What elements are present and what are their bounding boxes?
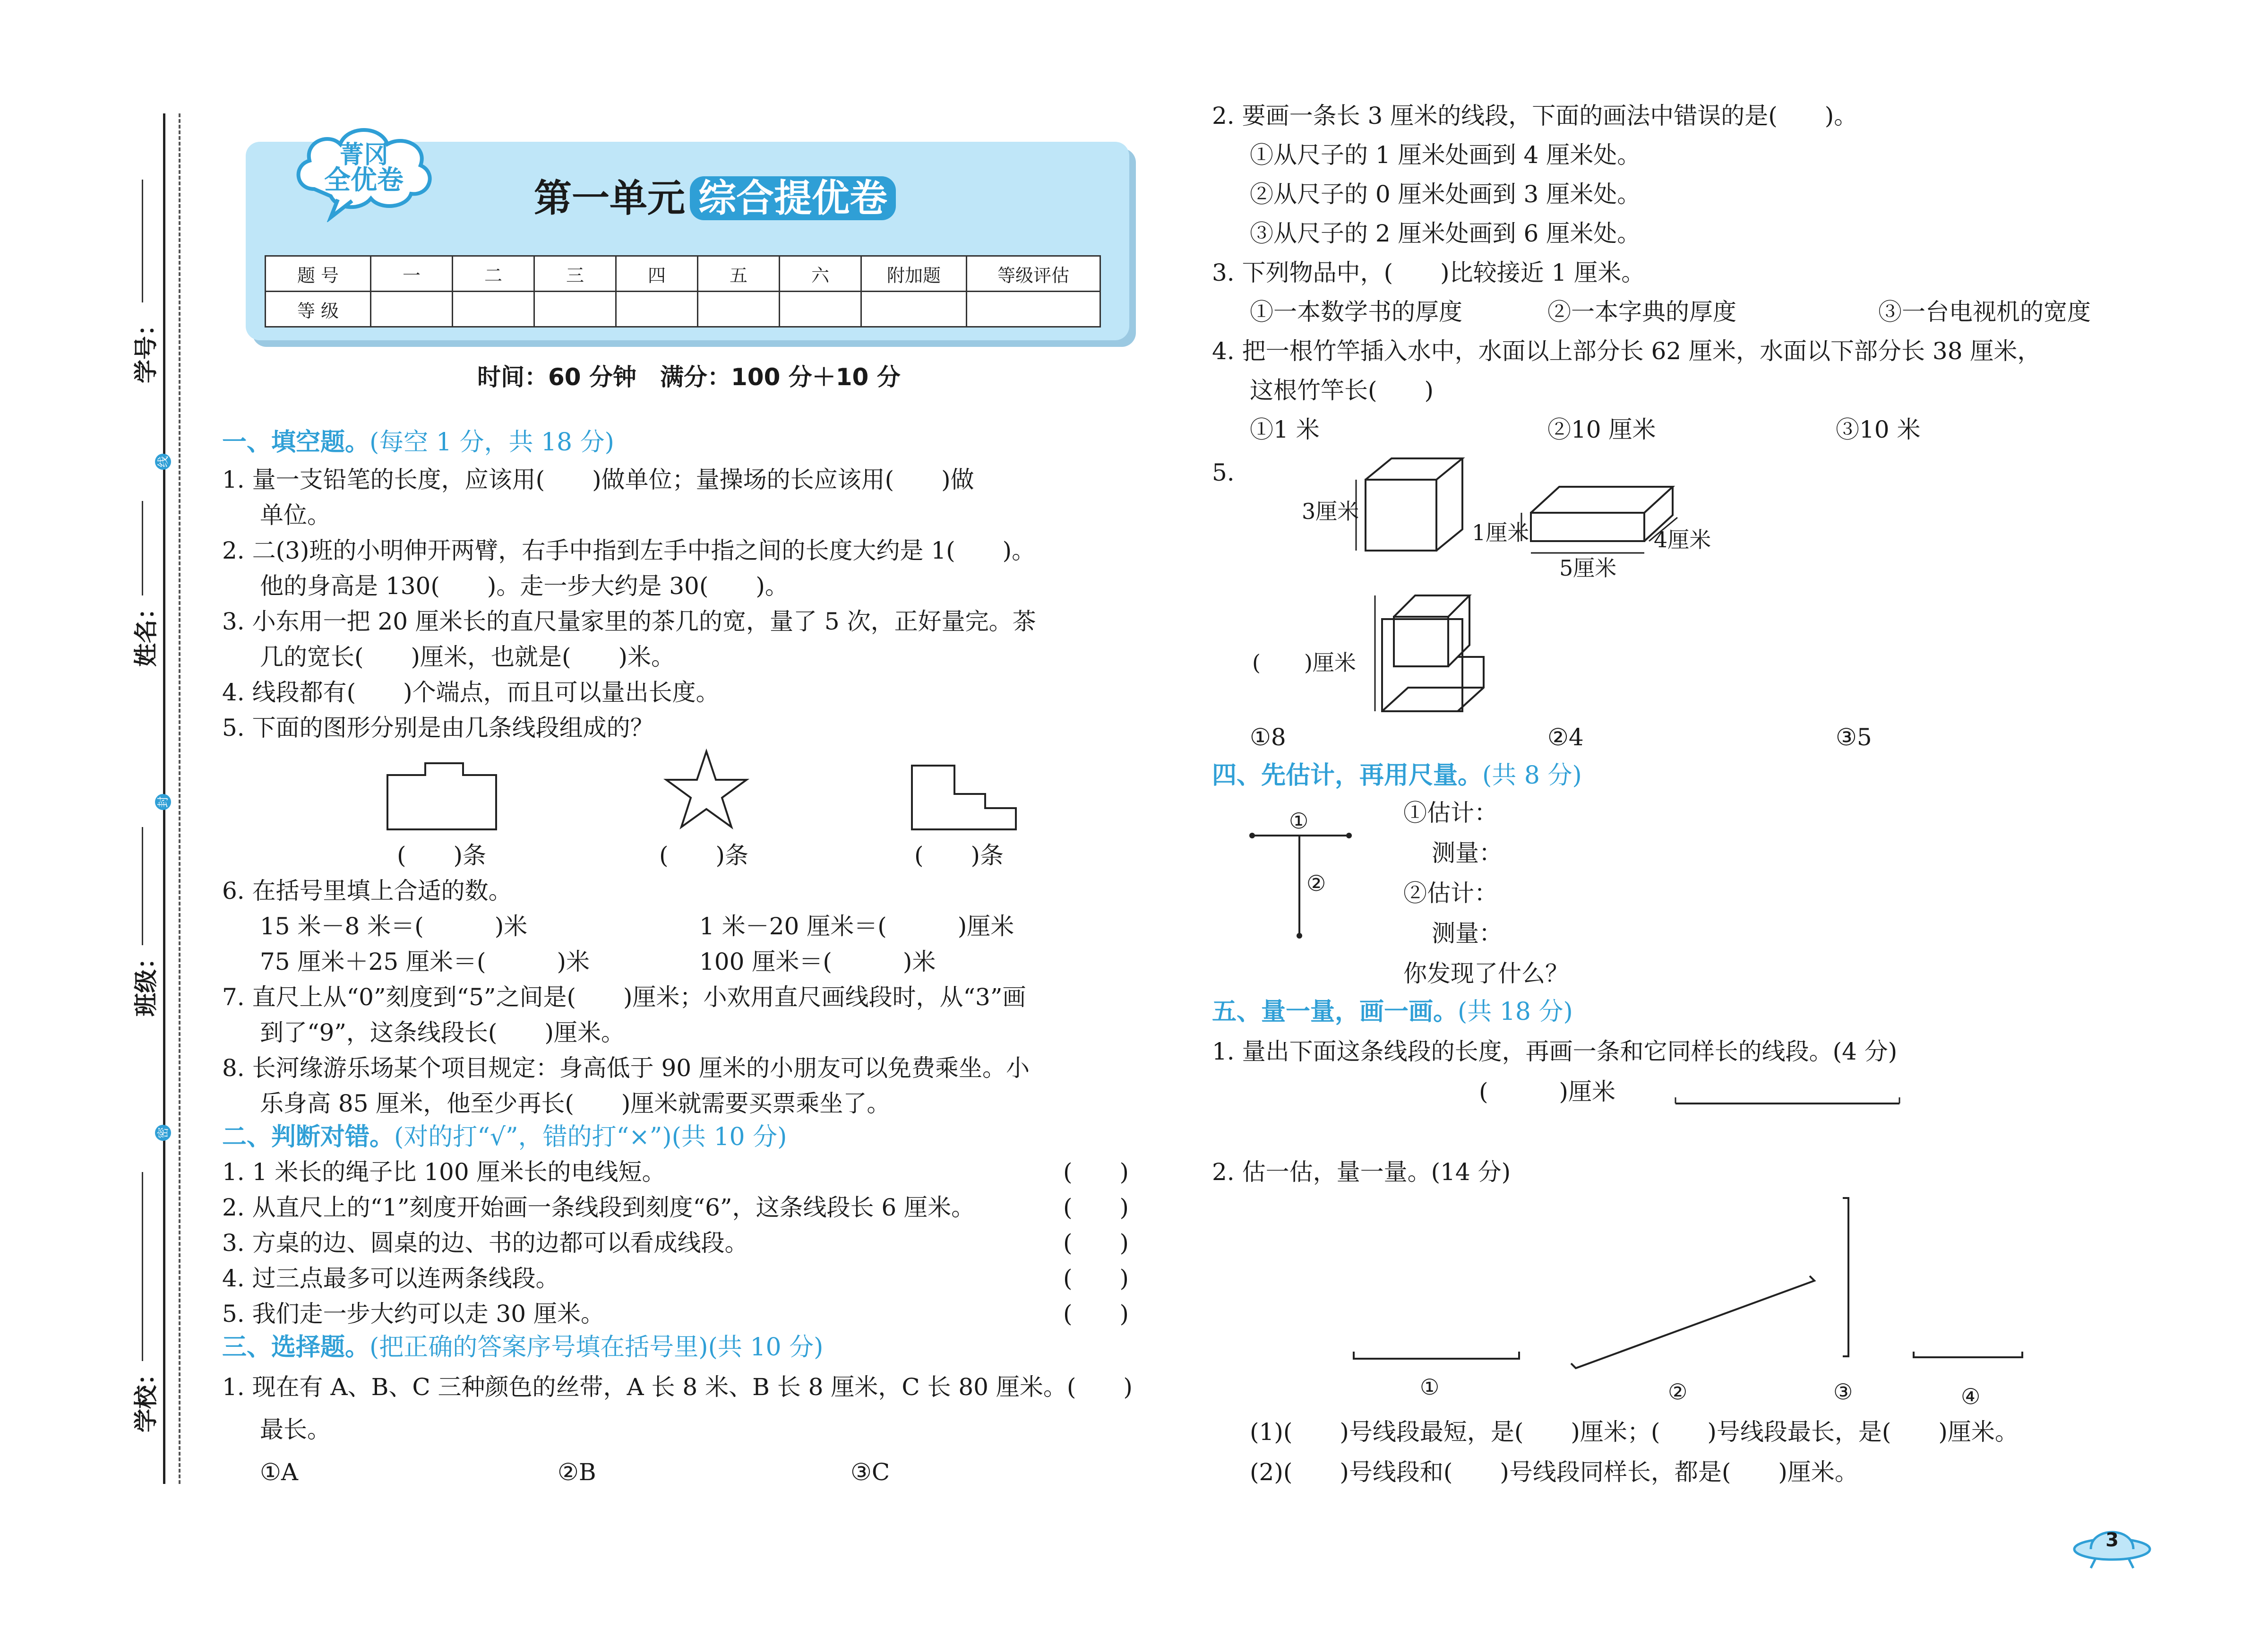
margin-seal-2: 封 <box>155 794 171 810</box>
combined-height-label: ( )厘米 <box>1252 650 1356 675</box>
choice-1-line2: 最长。 <box>260 1416 331 1443</box>
judge-4: 4. 过三点最多可以连两条线段。 <box>222 1265 559 1292</box>
choice-4-b: ②10 厘米 <box>1547 416 1656 443</box>
margin-class-label: 班级： <box>132 946 160 1017</box>
title-main: 第一单元 <box>534 176 685 220</box>
q7-line2: 到了“9”，这条线段长( )厘米。 <box>260 1019 625 1046</box>
grade-col-label: 题 号 <box>266 256 371 292</box>
choice-3-b: ②一本字典的厚度 <box>1547 298 1736 326</box>
margin-school-line <box>142 1172 143 1361</box>
choice-5-figures <box>1276 454 1748 718</box>
choice-4-line1: 4. 把一根竹竿插入水中，水面以上部分长 62 厘米，水面以下部分长 38 厘米， <box>1212 337 2041 365</box>
q6-b: 1 米－20 厘米＝( )厘米 <box>699 913 1014 940</box>
grade-table-input-row <box>266 292 1100 327</box>
grade-cell[interactable] <box>453 292 534 327</box>
cloud-logo-icon <box>286 118 442 222</box>
q1-line2: 单位。 <box>260 501 331 529</box>
q7-line1: 7. 直尺上从“0”刻度到“5”之间是( )厘米；小欢用直尺画线段时，从“3”画 <box>222 983 1026 1011</box>
measure-q2-sub1: (1)( )号线段最短，是( )厘米；( )号线段最长，是( )厘米。 <box>1250 1418 2019 1446</box>
grade-cell[interactable] <box>698 292 780 327</box>
logo-line2: 全优卷 <box>324 165 404 196</box>
q8-line1: 8. 长河缘游乐场某个项目规定：身高低于 90 厘米的小朋友可以免费乘坐。小 <box>222 1054 1030 1082</box>
q8-line2: 乐身高 85 厘米，他至少再长( )厘米就需要买票乘坐了。 <box>260 1090 891 1117</box>
segment-2-label: ② <box>1306 871 1326 896</box>
cube-figure <box>1356 458 1462 551</box>
section-4-label: 四、先估计，再用尺量。 <box>1212 761 1483 790</box>
section-2-title <box>222 1122 787 1152</box>
measure-q2-segments <box>1342 1191 2051 1389</box>
q2-line2: 他的身高是 130( )。走一步大约是 30( )。 <box>260 572 789 600</box>
box-height-label: 1厘米 <box>1472 520 1529 545</box>
grade-cell[interactable] <box>780 292 861 327</box>
grade-col-5: 五 <box>698 256 780 292</box>
choice-2-c: ③从尺子的 2 厘米处画到 6 厘米处。 <box>1250 220 1641 247</box>
section-4-note: (共 8 分) <box>1482 761 1582 790</box>
page-title <box>534 175 896 222</box>
q6-c: 75 厘米＋25 厘米＝( )米 <box>260 948 590 975</box>
choice-3: 3. 下列物品中，( )比较接近 1 厘米。 <box>1212 259 1645 286</box>
box-length-label: 5厘米 <box>1559 555 1617 581</box>
grade-table <box>265 255 1101 328</box>
page-number-badge-icon <box>2070 1517 2155 1569</box>
measure-q2-sub2: (2)( )号线段和( )号线段同样长，都是( )厘米。 <box>1250 1458 1858 1486</box>
measure-2: 测量： <box>1432 920 1503 947</box>
logo-line1: 菁冈 <box>339 141 389 169</box>
grade-col-6: 六 <box>780 256 861 292</box>
q6: 6. 在括号里填上合适的数。 <box>222 877 512 905</box>
choice-3-c: ③一台电视机的宽度 <box>1878 298 2091 326</box>
measure-q2: 2. 估一估，量一量。(14 分) <box>1212 1158 1511 1186</box>
grade-col-1: 一 <box>371 256 453 292</box>
segment-label-3: ③ <box>1833 1379 1853 1405</box>
margin-dashed-line <box>179 113 180 1484</box>
grade-table-header-row <box>266 256 1100 292</box>
section-5-note: (共 18 分) <box>1458 998 1573 1026</box>
combined-figure-detail <box>1375 595 1469 711</box>
choice-3-a: ①一本数学书的厚度 <box>1250 298 1462 326</box>
segment-label-1: ① <box>1420 1374 1440 1400</box>
q5-answer-b: ( )条 <box>659 842 749 869</box>
segment-4 <box>1914 1352 2022 1357</box>
choice-1-b: ②B <box>558 1458 596 1486</box>
segment-1 <box>1354 1352 1519 1359</box>
title-highlight: 综合提优卷 <box>690 176 896 220</box>
choice-1-c: ③C <box>850 1458 890 1486</box>
page-number: 3 <box>2105 1529 2119 1551</box>
box-width-label: 4厘米 <box>1654 527 1711 552</box>
section-3-title <box>222 1333 823 1362</box>
judge-1-paren[interactable]: ( ) <box>1063 1158 1129 1186</box>
judge-5: 5. 我们走一步大约可以走 30 厘米。 <box>222 1300 605 1328</box>
margin-number-line <box>142 180 143 302</box>
choice-2-a: ①从尺子的 1 厘米处画到 4 厘米处。 <box>1250 141 1641 169</box>
choice-1-line1: 1. 现在有 A、B、C 三种颜色的丝带，A 长 8 米、B 长 8 厘米，C 长 80 厘米。( ) <box>222 1373 1133 1401</box>
grade-col-4: 四 <box>616 256 698 292</box>
measure-q1: 1. 量出下面这条线段的长度，再画一条和它同样长的线段。(4 分) <box>1212 1038 1898 1065</box>
margin-name-line <box>142 501 143 595</box>
choice-5-a: ①8 <box>1250 724 1286 751</box>
grade-col-eval: 等级评估 <box>967 256 1100 292</box>
section-4-segments <box>1247 822 1361 945</box>
grade-col-2: 二 <box>453 256 534 292</box>
measure-q1-segment <box>1673 1092 1904 1111</box>
combined-figure <box>1382 619 1484 711</box>
choice-4-c: ③10 米 <box>1836 416 1921 443</box>
q6-d: 100 厘米＝( )米 <box>699 948 936 975</box>
margin-school-label: 学校： <box>132 1362 160 1432</box>
section-1-title <box>222 428 614 457</box>
q5-answer-c: ( )条 <box>914 842 1004 869</box>
judge-5-paren[interactable]: ( ) <box>1063 1300 1129 1328</box>
grade-cell[interactable] <box>861 292 967 327</box>
time-info: 时间：60 分钟 满分：100 分＋10 分 <box>477 363 901 391</box>
q6-a: 15 米－8 米＝( )米 <box>260 913 528 940</box>
shape-star <box>666 751 747 827</box>
grade-row-label: 等 级 <box>266 292 371 327</box>
estimate-2: ②估计： <box>1403 879 1498 907</box>
section-4-title <box>1212 761 1582 790</box>
segment-label-2: ② <box>1668 1379 1688 1405</box>
margin-seal-1: 线 <box>155 454 171 470</box>
judge-2: 2. 从直尺上的“1”刻度开始画一条线段到刻度“6”，这条线段长 6 厘米。 <box>222 1194 975 1221</box>
choice-5: 5. <box>1212 459 1235 486</box>
choice-5-c: ③5 <box>1836 724 1872 751</box>
grade-col-extra: 附加题 <box>861 256 967 292</box>
choice-4-line2: 这根竹竿长( ) <box>1250 377 1434 404</box>
judge-3-paren[interactable]: ( ) <box>1063 1229 1129 1257</box>
section-1-label: 一、填空题。 <box>222 428 370 457</box>
estimate-1: ①估计： <box>1403 799 1498 827</box>
segment-2 <box>1571 1276 1814 1368</box>
q4: 4. 线段都有( )个端点，而且可以量出长度。 <box>222 679 720 706</box>
shape-a <box>387 763 496 829</box>
cube-label: 3厘米 <box>1302 499 1359 524</box>
q3-line1: 3. 小东用一把 20 厘米长的直尺量家里的茶几的宽，量了 5 次，正好量完。茶 <box>222 608 1036 635</box>
judge-4-paren[interactable]: ( ) <box>1063 1265 1129 1292</box>
q1-line1: 1. 量一支铅笔的长度，应该用( )做单位；量操场的长应该用( )做 <box>222 466 974 493</box>
section-5-label: 五、量一量，画一画。 <box>1212 998 1458 1026</box>
grade-cell[interactable] <box>371 292 453 327</box>
judge-2-paren[interactable]: ( ) <box>1063 1194 1129 1221</box>
section-2-label: 二、判断对错。 <box>222 1123 395 1151</box>
discovery-question: 你发现了什么？ <box>1403 960 1569 987</box>
shape-c <box>912 766 1016 829</box>
grade-cell[interactable] <box>967 292 1100 327</box>
margin-class-line <box>142 827 143 945</box>
q5-shapes <box>369 747 1040 846</box>
section-5-title <box>1212 997 1573 1026</box>
choice-2: 2. 要画一条长 3 厘米的线段，下面的画法中错误的是( )。 <box>1212 102 1858 129</box>
segment-1-label: ① <box>1289 808 1309 834</box>
q5-answer-a: ( )条 <box>397 842 487 869</box>
choice-5-b: ②4 <box>1547 724 1584 751</box>
judge-1: 1. 1 米长的绳子比 100 厘米长的电线短。 <box>222 1158 666 1186</box>
grade-cell[interactable] <box>534 292 616 327</box>
margin-seal-3: 密 <box>155 1125 171 1141</box>
choice-2-b: ②从尺子的 0 厘米处画到 3 厘米处。 <box>1250 181 1641 208</box>
grade-cell[interactable] <box>616 292 698 327</box>
grade-col-3: 三 <box>534 256 616 292</box>
choice-1-a: ①A <box>260 1458 298 1486</box>
segment-label-4: ④ <box>1961 1384 1981 1409</box>
q2-line1: 2. 二(3)班的小明伸开两臂，右手中指到左手中指之间的长度大约是 1( )。 <box>222 537 1036 564</box>
q5: 5. 下面的图形分别是由几条线段组成的？ <box>222 714 654 741</box>
margin-name-label: 姓名： <box>132 596 160 667</box>
q3-line2: 几的宽长( )厘米，也就是( )米。 <box>260 643 675 671</box>
measure-1: 测量： <box>1432 839 1503 867</box>
judge-3: 3. 方桌的边、圆桌的边、书的边都可以看成线段。 <box>222 1229 748 1257</box>
margin-number-label: 学号： <box>132 312 160 383</box>
section-3-note: (把正确的答案序号填在括号里)(共 10 分) <box>369 1333 824 1362</box>
choice-4-a: ①1 米 <box>1250 416 1320 443</box>
section-1-note: (每空 1 分，共 18 分) <box>369 428 614 457</box>
measure-q1-answer[interactable]: ( )厘米 <box>1479 1078 1616 1105</box>
section-3-label: 三、选择题。 <box>222 1333 370 1362</box>
segment-3 <box>1843 1198 1848 1356</box>
section-2-note: (对的打“√”，错的打“×”)(共 10 分) <box>394 1123 787 1151</box>
